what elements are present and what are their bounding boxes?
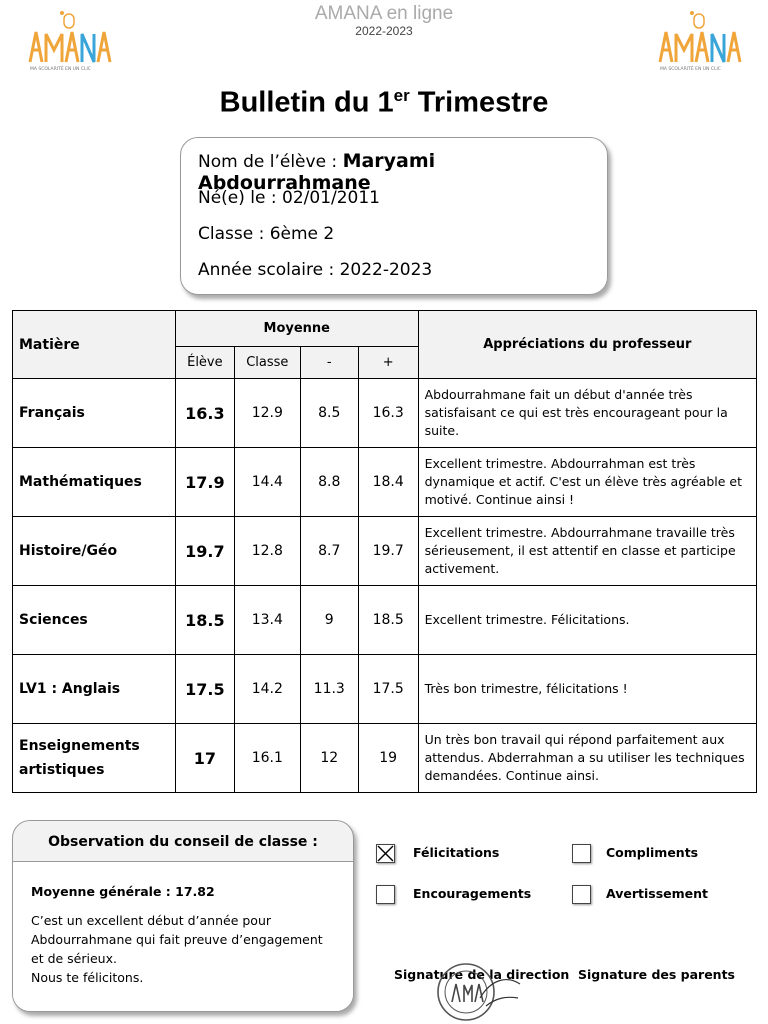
grade-min: 8.5 <box>300 379 358 448</box>
table-row <box>13 517 757 586</box>
observation-box <box>12 820 354 1012</box>
checkmark-x-icon <box>377 845 394 862</box>
table-row <box>13 448 757 517</box>
appreciation: Un très bon travail qui répond parfaitement aux attendus. Abderrahman a su utiliser les techniques demandées. Continue ainsi. <box>418 724 756 793</box>
school-name: AMANA en ligne <box>314 3 454 24</box>
grade-classe: 16.1 <box>234 724 300 793</box>
header-subject: Matière <box>13 311 176 379</box>
student-class: Classe : 6ème 2 <box>198 224 335 244</box>
subject-name: Enseignements artistiques <box>13 724 176 793</box>
grade-classe: 12.9 <box>234 379 300 448</box>
table-row <box>13 724 757 793</box>
grade-min: 8.7 <box>300 517 358 586</box>
grade-min: 11.3 <box>300 655 358 724</box>
table-row <box>13 655 757 724</box>
header-max: + <box>358 347 418 379</box>
avertissement-checkbox[interactable] <box>572 885 591 904</box>
header-appreciation: Appréciations du professeur <box>418 311 756 379</box>
subject-name: Sciences <box>13 586 176 655</box>
table-row <box>13 379 757 448</box>
header-classe: Classe <box>234 347 300 379</box>
avertissement-label: Avertissement <box>606 886 709 901</box>
encouragements-label: Encouragements <box>413 886 532 901</box>
student-birthdate: Né(e) le : 02/01/2011 <box>198 188 381 208</box>
grade-eleve: 19.7 <box>175 517 234 586</box>
appreciation: Excellent trimestre. Abdourrahmane travaille très sérieusement, il est attentif en classe et participe activement. <box>418 517 756 586</box>
felicitations-label: Félicitations <box>413 845 500 860</box>
school-stamp <box>430 958 522 1024</box>
svg-text:MA SCOLARITÉ EN UN CLIC: MA SCOLARITÉ EN UN CLIC <box>660 67 721 72</box>
grades-table <box>12 310 757 793</box>
school-year-header: 2022-2023 <box>355 24 413 38</box>
student-school-year: Année scolaire : 2022-2023 <box>198 260 433 280</box>
student-name-row: Nom de l’élève : Maryami Abdourrahmane <box>198 150 436 194</box>
observation-line: Abdourrahmane qui fait preuve d’engagement <box>31 932 323 947</box>
page-title: Bulletin du 1er Trimestre <box>219 86 549 119</box>
table-row <box>13 586 757 655</box>
observation-title: Observation du conseil de classe : <box>13 821 353 862</box>
observation-body <box>13 862 353 1012</box>
appreciation: Abdourrahmane fait un début d'année très satisfaisant ce qui est très encourageant pour la suite. <box>418 379 756 448</box>
appreciation: Excellent trimestre. Abdourrahman est très dynamique et actif. C'est un élève très agréable et motivé. Continue ainsi ! <box>418 448 756 517</box>
grade-eleve: 18.5 <box>175 586 234 655</box>
student-name: Maryami Abdourrahmane <box>198 150 436 194</box>
grade-max: 19 <box>358 724 418 793</box>
appreciation: Très bon trimestre, félicitations ! <box>418 655 756 724</box>
student-info-box <box>180 137 608 295</box>
header-eleve: Élève <box>175 347 234 379</box>
header-min: - <box>300 347 358 379</box>
grade-classe: 13.4 <box>234 586 300 655</box>
grade-eleve: 17.9 <box>175 448 234 517</box>
header <box>0 3 768 38</box>
grade-max: 18.4 <box>358 448 418 517</box>
observation-line: et de sérieux. <box>31 951 117 966</box>
subject-name: Français <box>13 379 176 448</box>
grade-max: 19.7 <box>358 517 418 586</box>
subject-name: LV1 : Anglais <box>13 655 176 724</box>
observation-line: Nous te félicitons. <box>31 970 144 985</box>
logo-tagline: MA SCOLARITÉ EN UN CLIC <box>30 67 91 72</box>
grade-max: 16.3 <box>358 379 418 448</box>
grade-eleve: 17.5 <box>175 655 234 724</box>
compliments-label: Compliments <box>606 845 699 860</box>
signature-parents-label: Signature des parents <box>578 967 735 982</box>
header-average: Moyenne <box>175 311 418 347</box>
grade-min: 12 <box>300 724 358 793</box>
felicitations-checkbox[interactable] <box>376 844 395 863</box>
grade-classe: 14.2 <box>234 655 300 724</box>
grade-eleve: 17 <box>175 724 234 793</box>
grade-min: 9 <box>300 586 358 655</box>
grade-classe: 14.4 <box>234 448 300 517</box>
grade-max: 17.5 <box>358 655 418 724</box>
grade-max: 18.5 <box>358 586 418 655</box>
general-average: Moyenne générale : 17.82 <box>31 884 215 899</box>
grade-eleve: 16.3 <box>175 379 234 448</box>
subject-name: Histoire/Géo <box>13 517 176 586</box>
observation-line: C’est un excellent début d’année pour <box>31 913 272 928</box>
encouragements-checkbox[interactable] <box>376 885 395 904</box>
compliments-checkbox[interactable] <box>572 844 591 863</box>
appreciation: Excellent trimestre. Félicitations. <box>418 586 756 655</box>
grade-min: 8.8 <box>300 448 358 517</box>
signature-direction-label: Signature de la direction <box>394 967 570 982</box>
subject-name: Mathématiques <box>13 448 176 517</box>
grade-classe: 12.8 <box>234 517 300 586</box>
